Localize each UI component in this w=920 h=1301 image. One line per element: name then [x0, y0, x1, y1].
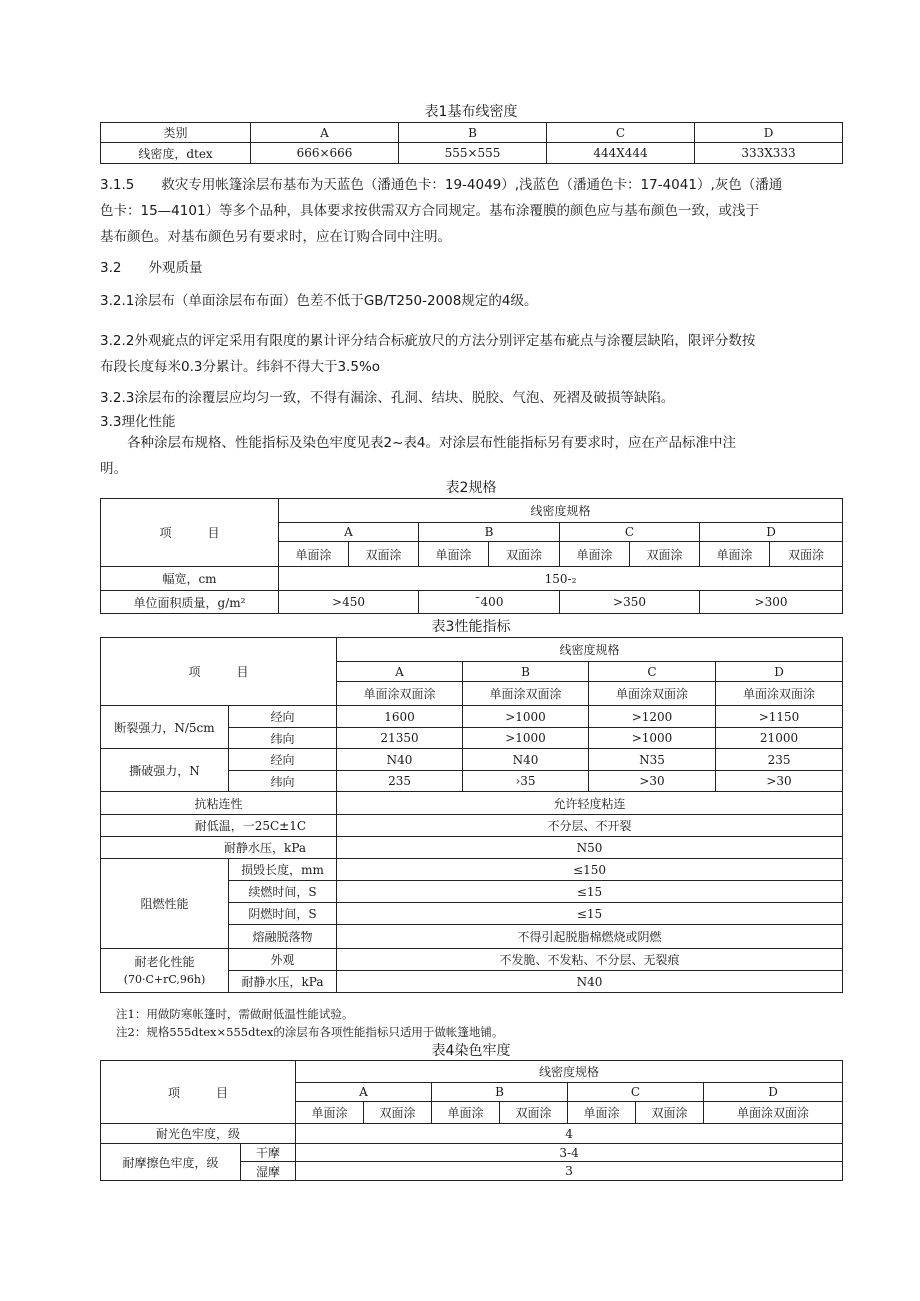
table-cell: N35 — [589, 749, 716, 771]
table-cell: 幅宽，cm — [101, 567, 279, 591]
table-row — [101, 792, 843, 815]
text-line: 3.1.5 救灾专用帐篷涂层布基布为天蓝色（潘通色卡：19-4049）,浅蓝色（潘通色卡：17-4041）,灰色（潘通 — [100, 177, 783, 193]
col-header-a: A — [279, 523, 419, 542]
table-cell: 单面涂 — [568, 1102, 636, 1124]
table-cell: ˉ400 — [419, 591, 560, 614]
table-row — [101, 837, 843, 859]
note-1: 注1：用做防寒帐篷时，需做耐低温性能试验。 — [116, 1007, 354, 1021]
spec-header: 线密度规格 — [296, 1061, 843, 1083]
col-header-c: C — [560, 523, 700, 542]
table-cell: ›35 — [463, 771, 589, 792]
table1-caption: 表1基布线密度 — [424, 104, 518, 120]
table-row — [101, 859, 843, 881]
item-header: 项 目 — [101, 638, 337, 706]
table-cell: 撕破强力，N — [101, 749, 229, 792]
table-cell: 双面涂 — [630, 542, 700, 567]
text-line: (70·C+rC,96h) — [123, 972, 206, 986]
table-cell: 444X444 — [547, 143, 695, 164]
table-row — [101, 123, 843, 143]
table-cell: 235 — [337, 771, 463, 792]
table-cell: 单面涂 — [700, 542, 770, 567]
table-cell: 3-4 — [296, 1144, 843, 1162]
table-cell: 续燃时间，S — [229, 881, 337, 903]
note-2: 注2：规格555dtex×555dtex的涂层布各项性能指标只适用于做帐篷地铺。 — [116, 1025, 504, 1039]
table-cell: >300 — [700, 591, 843, 614]
table-cell: >1150 — [716, 706, 843, 728]
table3 — [100, 637, 843, 993]
table-cell: 235 — [716, 749, 843, 771]
table-row — [101, 591, 843, 614]
table-row — [101, 949, 843, 971]
table-cell: >1200 — [589, 706, 716, 728]
table-cell: 双面涂 — [364, 1102, 432, 1124]
table-cell: 555×555 — [399, 143, 547, 164]
table-cell: 断裂强力，N/5cm — [101, 706, 229, 749]
table-cell: 纬向 — [229, 728, 337, 749]
col-header-c: C — [568, 1083, 704, 1102]
table-cell: 单面涂双面涂 — [716, 682, 843, 706]
col-header-d: D — [704, 1083, 843, 1102]
table-cell: 类别 — [101, 123, 251, 143]
table-row — [101, 749, 843, 771]
table-cell: 不得引起脱脂棉燃烧或阴燃 — [337, 925, 843, 949]
table-cell: 双面涂 — [770, 542, 843, 567]
table-cell: 3 — [296, 1162, 843, 1181]
table2-caption: 表2规格 — [445, 480, 497, 496]
table-cell: 双面涂 — [349, 542, 419, 567]
table-cell: N40 — [337, 971, 843, 993]
table-row — [101, 1061, 843, 1083]
table-cell: 耐摩擦色牢度，级 — [101, 1144, 241, 1181]
spec-header: 线密度规格 — [279, 499, 843, 523]
table1 — [100, 122, 843, 164]
item-header: 项 目 — [101, 1061, 296, 1124]
table-cell: 21000 — [716, 728, 843, 749]
paragraph-3-2-3: 3.2.3涂层布的涂覆层应均匀一致，不得有漏涂、孔洞、结块、脱胶、气泡、死褶及破损等缺陷。 — [100, 390, 675, 406]
table-cell: 21350 — [337, 728, 463, 749]
table4-caption: 表4染色牢度 — [431, 1043, 511, 1059]
table-cell: 不分层、不开裂 — [337, 815, 843, 837]
table-cell: >1000 — [463, 706, 589, 728]
table-cell: 允许轻度粘连 — [337, 792, 843, 815]
table-row — [101, 706, 843, 728]
table-cell: 不发脆、不发粘、不分层、无裂痕 — [337, 949, 843, 971]
table-cell: ≤15 — [337, 903, 843, 925]
table3-caption: 表3性能指标 — [431, 619, 511, 635]
table-cell: N40 — [463, 749, 589, 771]
table-cell: 单面涂 — [560, 542, 630, 567]
table-cell: 1600 — [337, 706, 463, 728]
table-row — [101, 1124, 843, 1144]
table-cell: 单面涂双面涂 — [337, 682, 463, 706]
table-cell: C — [547, 123, 695, 143]
col-header-d: D — [700, 523, 843, 542]
table4 — [100, 1060, 843, 1181]
table-cell: >450 — [279, 591, 419, 614]
table-cell: D — [695, 123, 843, 143]
item-header: 项 目 — [101, 499, 279, 567]
table-cell: 线密度，dtex — [101, 143, 251, 164]
paragraph-3-3 — [100, 430, 845, 482]
table-cell: >30 — [589, 771, 716, 792]
table-cell: 损毁长度，mm — [229, 859, 337, 881]
table-cell: 耐光色牢度，级 — [101, 1124, 296, 1144]
table-cell: 抗粘连性 — [101, 792, 337, 815]
section-3-3: 3.3理化性能 — [100, 414, 176, 430]
spec-header: 线密度规格 — [337, 638, 843, 662]
text-line: 明。 — [100, 461, 127, 477]
text-line: 耐老化性能 — [134, 954, 195, 969]
table-cell: >1000 — [463, 728, 589, 749]
col-header-d: D — [716, 662, 843, 682]
table-cell: 阻燃性能 — [101, 859, 229, 949]
col-header-a: A — [337, 662, 463, 682]
table-cell: ≤15 — [337, 881, 843, 903]
table-cell: 湿摩 — [241, 1162, 296, 1181]
table-cell: >30 — [716, 771, 843, 792]
table-cell: 阴燃时间，S — [229, 903, 337, 925]
col-header-c: C — [589, 662, 716, 682]
paragraph-3-2-2 — [100, 328, 845, 380]
table-cell — [101, 949, 229, 993]
table-cell: 单面涂双面涂 — [463, 682, 589, 706]
text-line: 布段长度每米0.3分累计。纬斜不得大于3.5%o — [100, 359, 381, 375]
table-cell: 耐静水压，kPa — [101, 837, 337, 859]
table-cell: 单面涂双面涂 — [704, 1102, 843, 1124]
table-row — [101, 638, 843, 662]
table-cell: 双面涂 — [489, 542, 560, 567]
table-cell: A — [251, 123, 399, 143]
table-row — [101, 499, 843, 523]
table-cell: B — [399, 123, 547, 143]
table-cell: 150-₂ — [279, 567, 843, 591]
table-cell: 熔融脱落物 — [229, 925, 337, 949]
table-cell: 纬向 — [229, 771, 337, 792]
col-header-b: B — [432, 1083, 568, 1102]
section-3-2: 3.2 外观质量 — [100, 260, 203, 276]
table-cell: 双面涂 — [636, 1102, 704, 1124]
text-line: 各种涂层布规格、性能指标及染色牢度见表2~表4。对涂层布性能指标另有要求时，应在产品标准中注 — [127, 435, 736, 451]
table-cell: >350 — [560, 591, 700, 614]
table-cell: 单位面积质量，g/m² — [101, 591, 279, 614]
table-cell: 干摩 — [241, 1144, 296, 1162]
table-cell: 双面涂 — [500, 1102, 568, 1124]
table-cell: N40 — [337, 749, 463, 771]
table-cell: 经向 — [229, 749, 337, 771]
text-line: 基布颜色。对基布颜色另有要求时，应在订购合同中注明。 — [100, 229, 451, 245]
table-cell: 单面涂双面涂 — [589, 682, 716, 706]
table-cell: 单面涂 — [296, 1102, 364, 1124]
col-header-b: B — [419, 523, 560, 542]
table-cell: 333X333 — [695, 143, 843, 164]
table-row — [101, 567, 843, 591]
paragraph-3-1-5 — [100, 172, 845, 250]
table-cell: 外观 — [229, 949, 337, 971]
table-row — [101, 1144, 843, 1162]
table-cell: >1000 — [589, 728, 716, 749]
table-row — [101, 143, 843, 164]
text-line: 色卡：15—4101）等多个品种，具体要求按供需双方合同规定。基布涂覆膜的颜色应与基布颜色一致，或浅于 — [100, 203, 760, 219]
table-cell: N50 — [337, 837, 843, 859]
paragraph-3-2-1: 3.2.1涂层布（单面涂层布布面）色差不低于GB/T250-2008规定的4级。 — [100, 293, 538, 309]
text-line: 3.2.2外观疵点的评定采用有限度的累计评分结合标疵放尺的方法分别评定基布疵点与涂覆层缺陷，限评分数按 — [100, 333, 756, 349]
table-cell: 单面涂 — [432, 1102, 500, 1124]
table-cell: 4 — [296, 1124, 843, 1144]
table-row — [101, 815, 843, 837]
table-cell: 单面涂 — [279, 542, 349, 567]
col-header-a: A — [296, 1083, 432, 1102]
table2 — [100, 498, 843, 614]
table-cell: ≤150 — [337, 859, 843, 881]
table-cell: 666×666 — [251, 143, 399, 164]
table-cell: 经向 — [229, 706, 337, 728]
col-header-b: B — [463, 662, 589, 682]
table-cell: 耐低温，一25C±1C — [101, 815, 337, 837]
table-cell: 耐静水压，kPa — [229, 971, 337, 993]
table-cell: 单面涂 — [419, 542, 489, 567]
